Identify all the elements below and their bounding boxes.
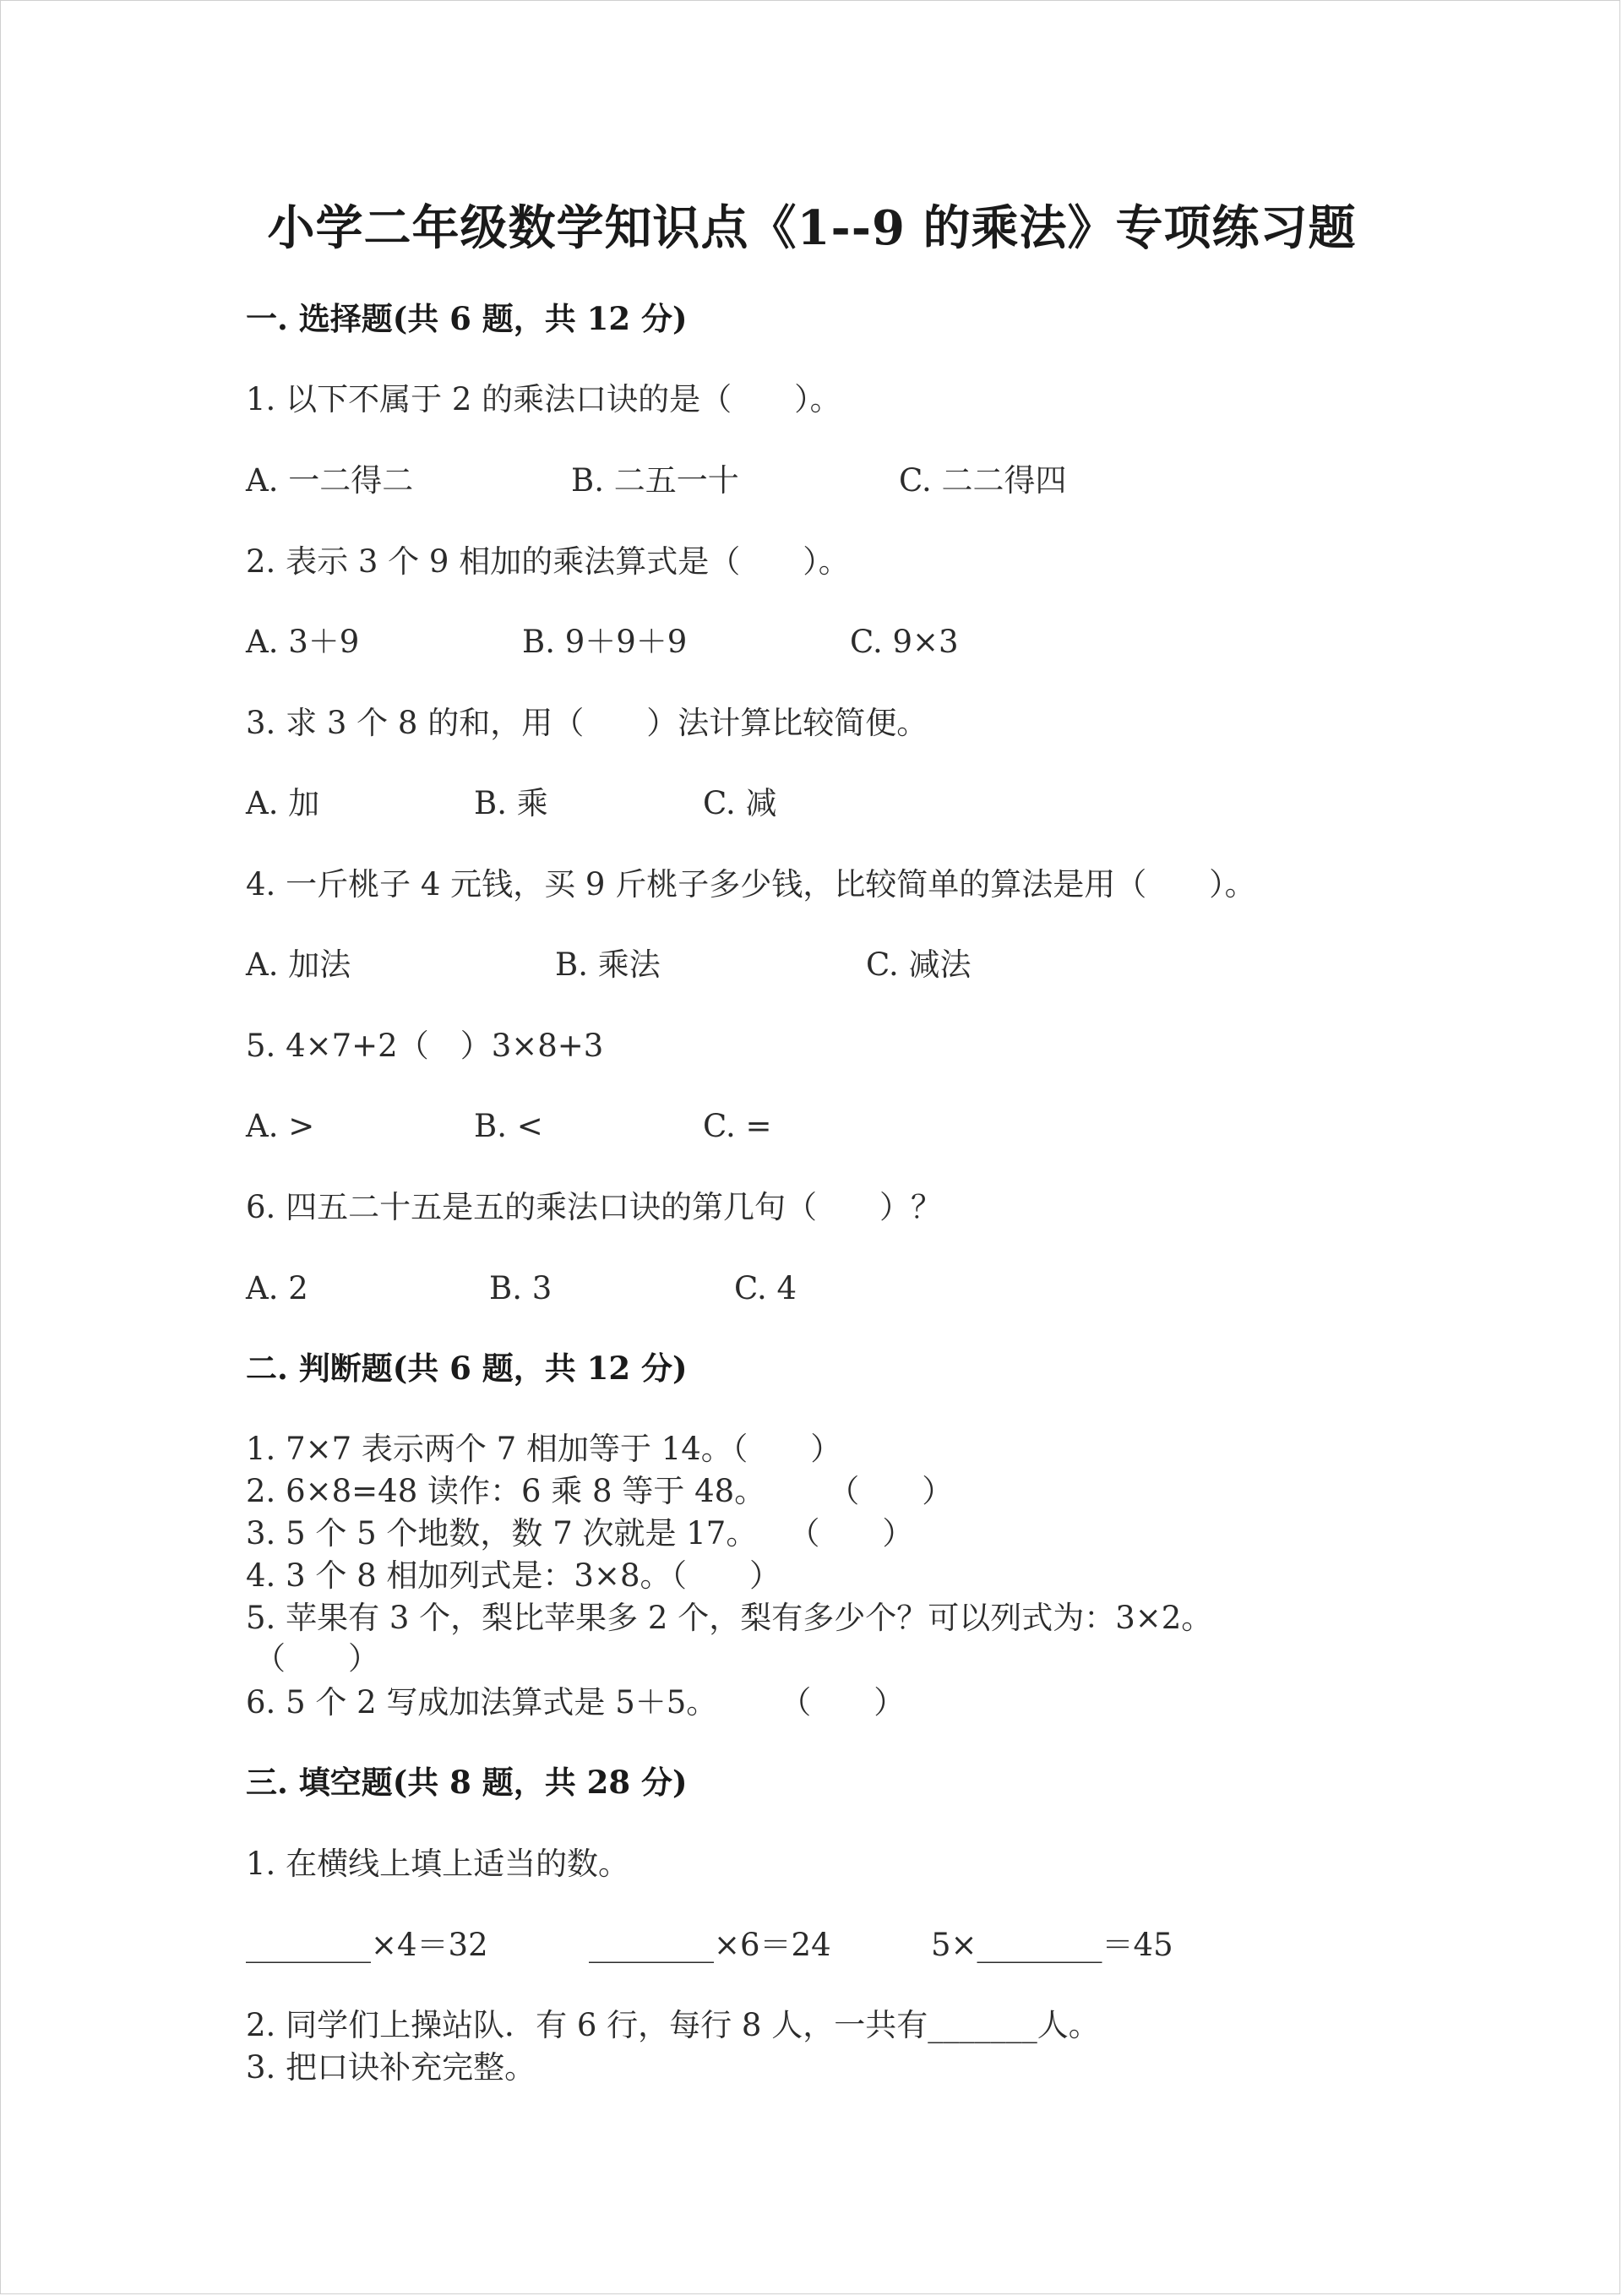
judge-q2: 2. 6×8=48 读作：6 乘 8 等于 48。 （ ）	[246, 1473, 954, 1509]
judge-q5: 5. 苹果有 3 个，梨比苹果多 2 个，梨有多少个？可以列式为：3×2。	[246, 1600, 1213, 1636]
choice-q6-stem: 6. 四五二十五是五的乘法口诀的第几句（ ）？	[246, 1189, 943, 1225]
fill-q2: 2. 同学们上操站队．有 6 行，每行 8 人，一共有_______人。	[246, 2007, 1100, 2043]
section-heading-choice: 一. 选择题(共 6 题，共 12 分)	[246, 300, 688, 337]
choice-q1-option-c: C. 二二得四	[899, 462, 1067, 499]
choice-q6-option-b: B. 3	[489, 1270, 552, 1306]
choice-q2-option-b: B. 9＋9＋9	[522, 624, 688, 660]
choice-q6-option-a: A. 2	[246, 1270, 308, 1306]
judge-q5-bracket: （ ）	[254, 1640, 379, 1677]
choice-q6-option-c: C. 4	[734, 1270, 797, 1306]
choice-q5-option-b: B. <	[474, 1108, 543, 1144]
choice-q1-option-b: B. 二五一十	[571, 462, 739, 499]
choice-q5-stem: 5. 4×7+2（ ）3×8+3	[246, 1028, 604, 1064]
choice-q3-option-a: A. 加	[246, 785, 320, 821]
choice-q4-option-a: A. 加法	[246, 946, 351, 983]
choice-q4-option-b: B. 乘法	[555, 946, 661, 983]
fill-q3: 3. 把口诀补充完整。	[246, 2049, 536, 2086]
section-heading-fill: 三. 填空题(共 8 题，共 28 分)	[246, 1764, 688, 1801]
fill-q1-blank-2: ________×6＝24	[589, 1927, 831, 1963]
choice-q4-stem: 4. 一斤桃子 4 元钱，买 9 斤桃子多少钱，比较简单的算法是用（ ）。	[246, 866, 1256, 903]
choice-q2-option-c: C. 9×3	[850, 624, 959, 660]
document-title: 小学二年级数学知识点《1--9 的乘法》专项练习题	[267, 200, 1357, 256]
choice-q2-stem: 2. 表示 3 个 9 相加的乘法算式是（ ）。	[246, 543, 850, 580]
choice-q5-option-c: C. =	[703, 1108, 772, 1144]
judge-q3: 3. 5 个 5 个地数，数 7 次就是 17。 （ ）	[246, 1515, 914, 1552]
fill-q1-blank-1: ________×4＝32	[246, 1927, 488, 1963]
choice-q3-stem: 3. 求 3 个 8 的和，用（ ）法计算比较简便。	[246, 705, 928, 741]
choice-q4-option-c: C. 减法	[866, 946, 972, 983]
judge-q6: 6. 5 个 2 写成加法算式是 5＋5。 （ ）	[246, 1684, 906, 1721]
choice-q1-option-a: A. 一二得二	[246, 462, 414, 499]
fill-q1-stem: 1. 在横线上填上适当的数。	[246, 1846, 630, 1882]
fill-q1-blank-3: 5×________＝45	[931, 1927, 1173, 1963]
choice-q2-option-a: A. 3＋9	[246, 624, 360, 660]
choice-q1-stem: 1. 以下不属于 2 的乘法口诀的是（ ）。	[246, 381, 841, 417]
choice-q5-option-a: A. >	[246, 1108, 315, 1144]
judge-q4: 4. 3 个 8 相加列式是：3×8。（ ）	[246, 1557, 781, 1594]
choice-q3-option-b: B. 乘	[474, 785, 548, 821]
judge-q1: 1. 7×7 表示两个 7 相加等于 14。（ ）	[246, 1431, 842, 1467]
choice-q3-option-c: C. 减	[703, 785, 777, 821]
section-heading-judge: 二. 判断题(共 6 题，共 12 分)	[246, 1350, 688, 1387]
